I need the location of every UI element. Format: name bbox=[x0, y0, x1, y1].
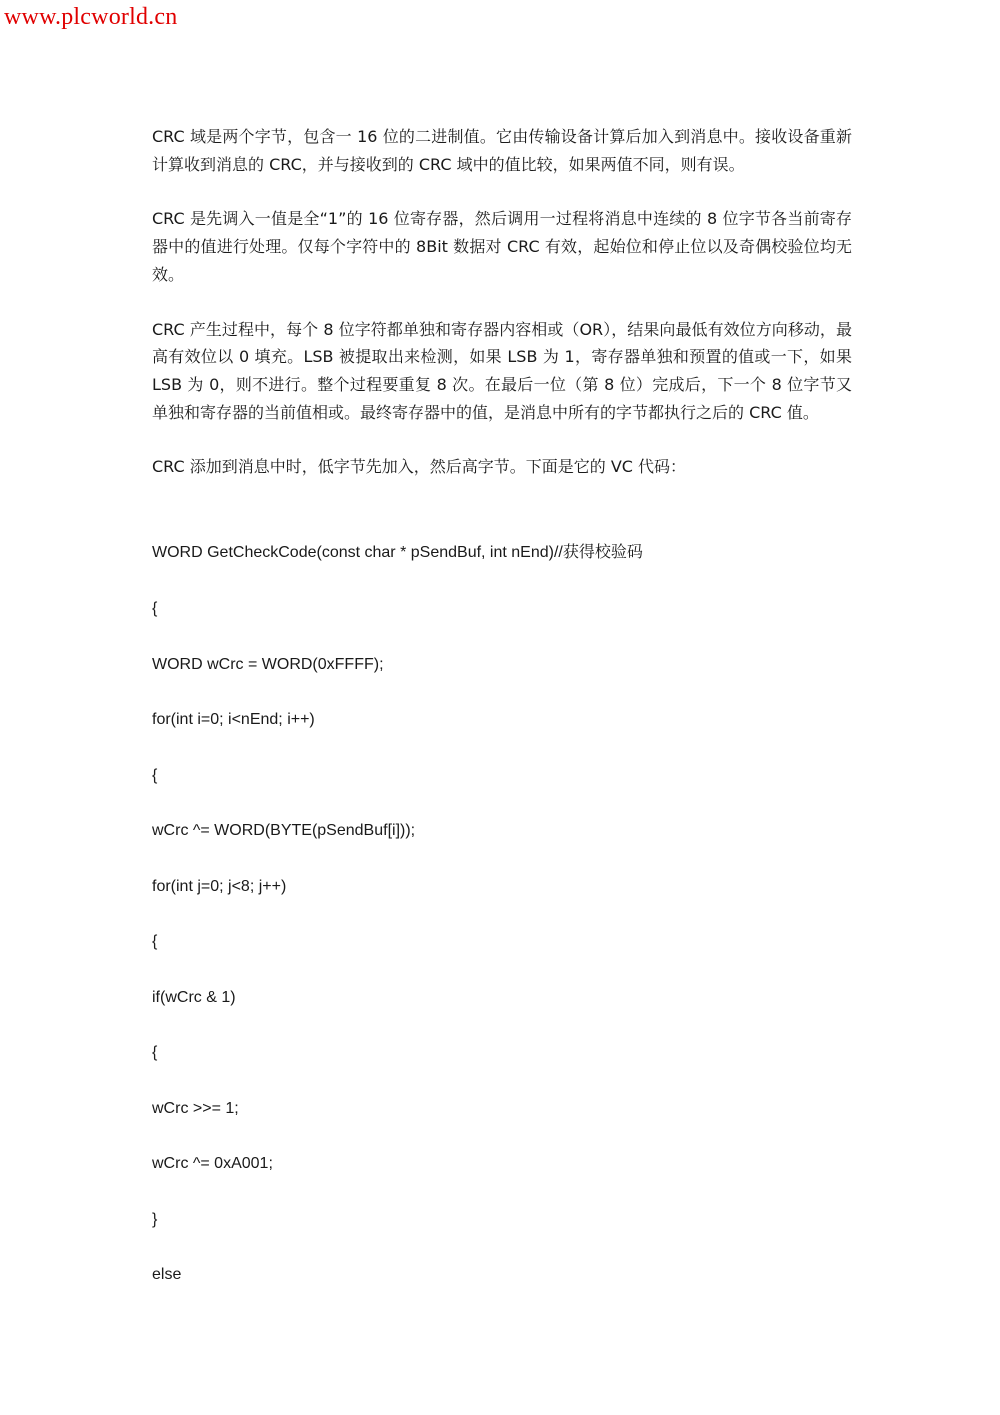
code-line: wCrc ^= WORD(BYTE(pSendBuf[i])); bbox=[152, 822, 416, 839]
code-line: WORD GetCheckCode(const char * pSendBuf, int nEnd)//获得校验码 bbox=[152, 544, 643, 561]
paragraph-crc-process: CRC 产生过程中，每个 8 位字符都单独和寄存器内容相或（OR），结果向最低有效位方向移动，最高有效位以 0 填充。LSB 被提取出来检测，如果 LSB 为 1，寄存器单独和预置的值或一下，如果 LSB 为 0，则不进行。整个过程要重复 8 次。在最后一位（第 8 位）完成后，下一个 8 位字节又单独和寄存器的当前值相或。最终寄存器中的值，是消息中所有的字节都执行之后的 CRC 值。 bbox=[152, 319, 852, 422]
code-line: { bbox=[152, 600, 158, 617]
document-body bbox=[152, 123, 852, 508]
code-line: { bbox=[152, 1044, 158, 1061]
paragraph-crc-register: CRC 是先调入一值是全“1”的 16 位寄存器，然后调用一过程将消息中连续的 8 位字节各当前寄存器中的值进行处理。仅每个字符中的 8Bit 数据对 CRC 有效，起始位和停止位以及奇偶校验位均无效。 bbox=[152, 209, 852, 284]
code-line: WORD wCrc = WORD(0xFFFF); bbox=[152, 656, 384, 673]
code-line: { bbox=[152, 767, 158, 784]
code-line: else bbox=[152, 1266, 182, 1283]
paragraph-crc-append: CRC 添加到消息中时，低字节先加入，然后高字节。下面是它的 VC 代码： bbox=[152, 457, 687, 477]
code-line: for(int i=0; i<nEnd; i++) bbox=[152, 711, 315, 728]
code-line: if(wCrc & 1) bbox=[152, 989, 236, 1006]
watermark-url: www.plcworld.cn bbox=[4, 4, 178, 30]
code-line: } bbox=[152, 1211, 158, 1228]
paragraph-crc-field: CRC 域是两个字节，包含一 16 位的二进制值。它由传输设备计算后加入到消息中。接收设备重新计算收到消息的 CRC，并与接收到的 CRC 域中的值比较，如果两值不同，则有误。 bbox=[152, 127, 852, 174]
code-line: for(int j=0; j<8; j++) bbox=[152, 878, 287, 895]
code-line: wCrc >>= 1; bbox=[152, 1100, 239, 1117]
code-line: { bbox=[152, 933, 158, 950]
code-line: wCrc ^= 0xA001; bbox=[152, 1155, 273, 1172]
